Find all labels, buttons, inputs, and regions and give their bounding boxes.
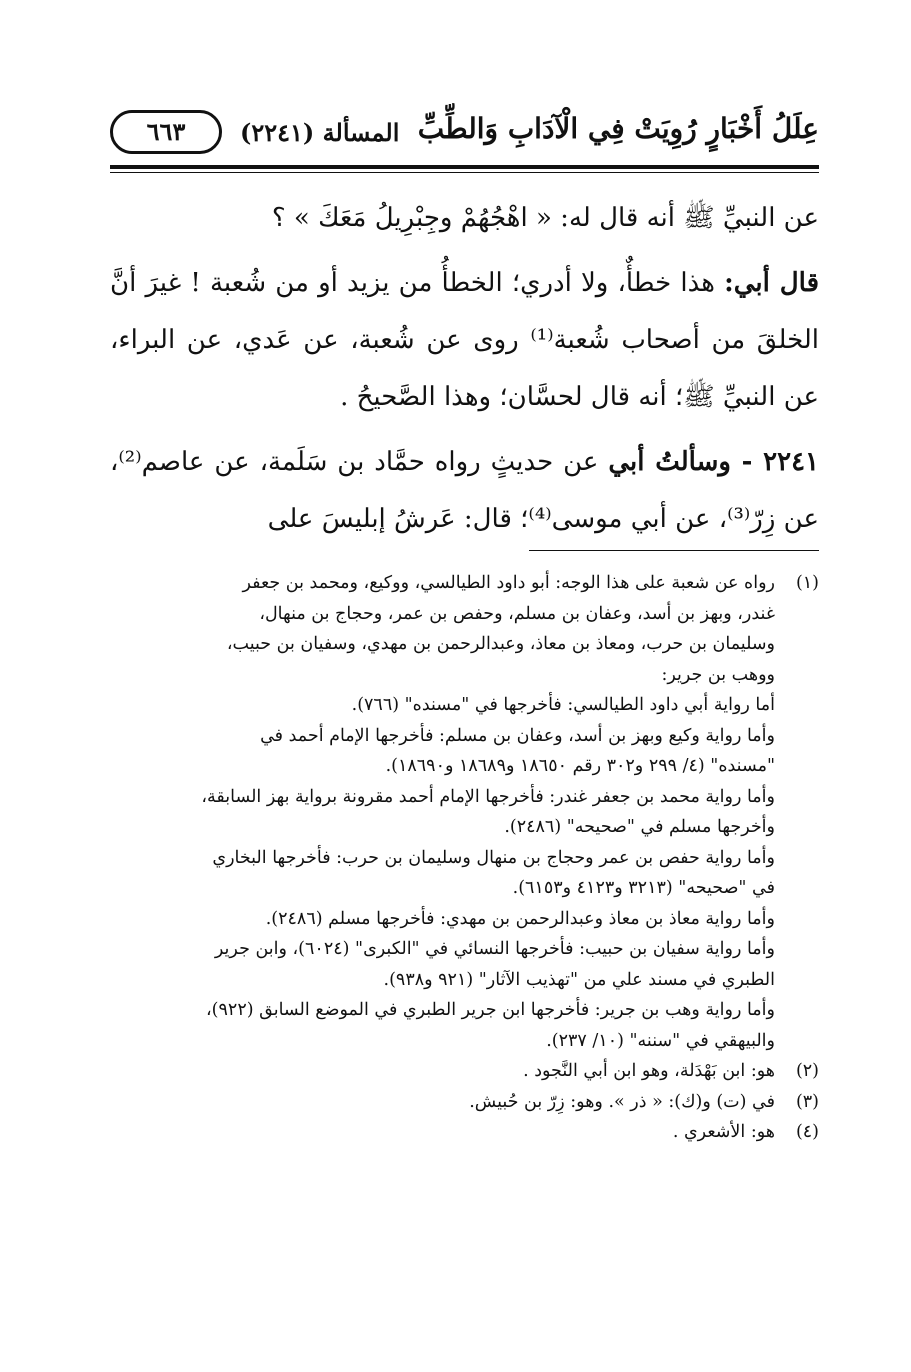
paragraph-3-lead: ٢٢٤١ - وسألتُ أبي — [608, 447, 820, 477]
footnote-2 — [110, 1056, 819, 1087]
footnote-number: (٣) — [795, 1091, 819, 1112]
footnote-number: (٤) — [795, 1122, 819, 1142]
footnote-1 — [110, 568, 819, 1056]
issue-label: المسألة (٢٢٤١) — [240, 118, 400, 147]
footnote-line: وأخرجها مسلم في "صحيحه" (٢٤٨٦). — [504, 817, 775, 837]
footnote-line: وأما رواية معاذ بن معاذ وعبدالرحمن بن مهدي: فأخرجها مسلم (٢٤٨٦). — [265, 908, 775, 929]
paragraph-1: عن النبيِّ ﷺ أنه قال له: « اهْجُهُمْ وجِبْرِيلُ مَعَكَ » ؟ — [271, 203, 819, 233]
footnote-line: الطبري في مسند علي من "تهذيب الآثار" (٩٢١ و٩٣٨). — [383, 969, 775, 990]
book-title: عِلَلُ أَخْبَارٍ رُوِيَتْ فِي الْآدَابِ وَالطِّبِّ — [417, 112, 819, 145]
footnote-line: والبيهقي في "سننه" (١٠/ ٢٣٧). — [546, 1030, 775, 1051]
footnote-line: غندر، وبهز بن أسد، وعفان بن مسلم، وحفص بن عمر، وحجاج بن منهال، — [259, 603, 775, 624]
page-number: ٦٦٣ — [110, 110, 222, 154]
paragraph-3-text: عن حديثٍ رواه حمَّاد بن سَلَمة، عن عاصم⁽²⁾، عن زِرّ⁽³⁾، عن أبي موسى⁽⁴⁾؛ قال: عَرشُ إبليسَ على — [110, 447, 819, 534]
paragraph-2-lead: قال أبي: — [724, 268, 819, 298]
footnote-line: وأما رواية سفيان بن حبيب: فأخرجها النسائي في "الكبرى" (٦٠٢٤)، وابن جرير — [214, 939, 775, 959]
footnote-line: وأما رواية وكيع وبهز بن أسد، وعفان بن مسلم: فأخرجها الإمام أحمد في — [260, 725, 775, 746]
footnote-number: (٢) — [795, 1061, 819, 1081]
footnote-line: وأما رواية وهب بن جرير: فأخرجها ابن جرير الطبري في الموضع السابق (٩٢٢)، — [206, 1000, 775, 1020]
footnote-line: ووهب بن جرير: — [661, 664, 775, 685]
main-text — [110, 190, 819, 548]
footnote-line: أما رواية أبي داود الطيالسي: فأخرجها في "مسنده" (٧٦٦). — [351, 695, 775, 715]
footnote-separator — [529, 550, 819, 551]
footnote-line: هو: ابن بَهْدَلة، وهو ابن أبي النَّجود . — [523, 1061, 775, 1081]
footnote-line: في (ت) و(ك): « ذر ». وهو: زِرّ بن حُبيش. — [469, 1091, 775, 1112]
footnote-4 — [110, 1117, 819, 1148]
paragraph-2 — [110, 255, 819, 426]
footnote-line: رواه عن شعبة على هذا الوجه: أبو داود الطيالسي، ووكيع، ومحمد بن جعفر — [242, 573, 775, 593]
footnote-line: وسليمان بن حرب، ومعاذ بن معاذ، وعبدالرحمن بن مهدي، وسفيان بن حبيب، — [226, 634, 775, 654]
footnote-line: "مسنده" (٤/ ٢٩٩ و٣٠٢ رقم ١٨٦٥٠ و١٨٦٨٩ و١٨٦٩٠). — [385, 756, 775, 776]
footnote-line: في "صحيحه" (٣٢١٣ و٤١٢٣ و٦١٥٣). — [512, 878, 775, 898]
header-rule-thick — [110, 165, 819, 169]
footnotes — [110, 568, 819, 1148]
paragraph-3 — [110, 434, 819, 548]
footnote-line: وأما رواية حفص بن عمر وحجاج بن منهال وسليمان بن حرب: فأخرجها البخاري — [212, 847, 775, 868]
footnote-line: وأما رواية محمد بن جعفر غندر: فأخرجها الإمام أحمد مقرونة برواية بهز السابقة، — [201, 786, 775, 807]
footnote-3 — [110, 1087, 819, 1118]
header-rule-thin — [110, 172, 819, 173]
footnote-line: هو: الأشعري . — [672, 1122, 775, 1142]
paragraph-2-text: هذا خطأٌ، ولا أدري؛ الخطأُ من يزيد أو من شُعبة ! غيرَ أنَّ الخلقَ من أصحاب شُعبة⁽¹⁾ روى عن شُعبة، عن عَدي، عن البراء، عن النبيِّ ﷺ؛ أنه قال لحسَّان؛ وهذا الصَّحيحُ . — [110, 268, 820, 412]
footnote-number: (١) — [795, 573, 819, 593]
running-header — [110, 104, 819, 164]
